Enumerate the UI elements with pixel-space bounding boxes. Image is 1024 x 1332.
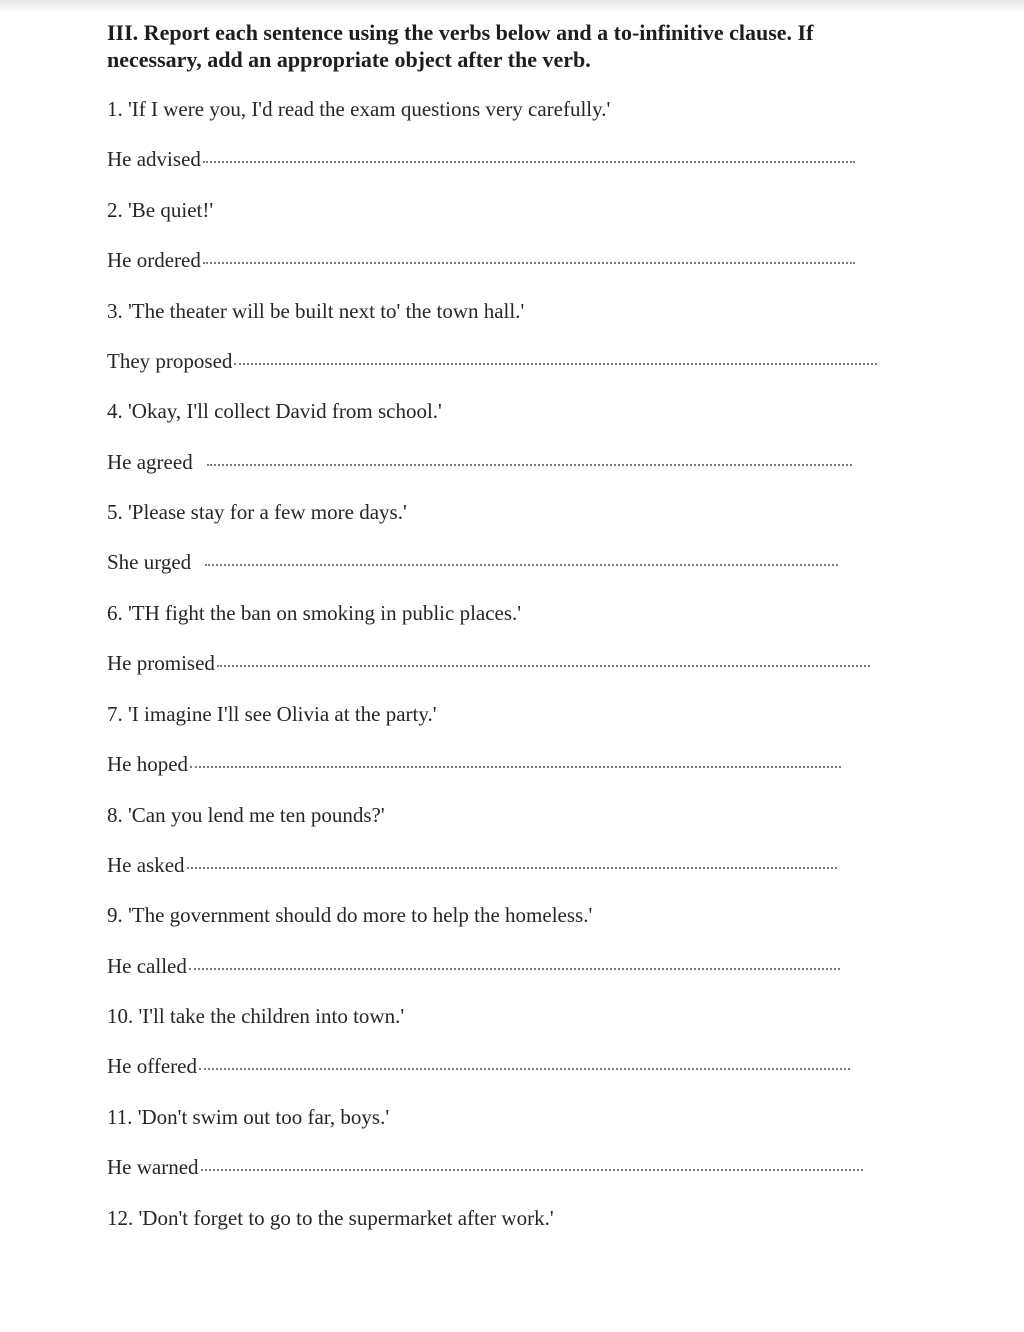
answer-line-10[interactable] <box>107 1052 850 1080</box>
exercise-heading: III. Report each sentence using the verbs below and a to-infinitive clause. If necessary, add an appropriate object after the verb. <box>107 20 814 72</box>
answer-prompt-3: They proposed <box>107 349 233 373</box>
answer-prompt-7: He hoped <box>107 752 189 776</box>
answer-prompt-1: He advised <box>107 147 201 171</box>
answer-blank-11[interactable] <box>201 1168 863 1171</box>
answer-blank-1[interactable] <box>203 160 855 163</box>
answer-line-9[interactable] <box>107 952 840 980</box>
answer-line-4[interactable] <box>107 448 852 476</box>
answer-prompt-2: He ordered <box>107 248 201 272</box>
sentence-4: 4. 'Okay, I'll collect David from school.' <box>107 399 442 423</box>
answer-line-11[interactable] <box>107 1153 863 1181</box>
answer-line-6[interactable] <box>107 649 870 677</box>
answer-prompt-11: He warned <box>107 1155 199 1179</box>
answer-blank-10[interactable] <box>199 1067 850 1070</box>
answer-line-2[interactable] <box>107 246 855 274</box>
sentence-3: 3. 'The theater will be built next to' the town hall.' <box>107 299 525 323</box>
sentence-9: 9. 'The government should do more to help the homeless.' <box>107 903 593 927</box>
answer-blank-5[interactable] <box>205 563 838 566</box>
sentence-7: 7. 'I imagine I'll see Olivia at the party.' <box>107 702 437 726</box>
answer-blank-4[interactable] <box>207 463 852 466</box>
sentence-12: 12. 'Don't forget to go to the supermarket after work.' <box>107 1206 554 1230</box>
sentence-11: 11. 'Don't swim out too far, boys.' <box>107 1105 390 1129</box>
answer-line-7[interactable] <box>107 750 841 778</box>
answer-prompt-9: He called <box>107 954 187 978</box>
sentence-8: 8. 'Can you lend me ten pounds?' <box>107 803 385 827</box>
answer-blank-6[interactable] <box>217 664 870 667</box>
answer-prompt-8: He asked <box>107 853 185 877</box>
sentence-2: 2. 'Be quiet!' <box>107 198 214 222</box>
answer-blank-3[interactable] <box>234 362 877 365</box>
sentence-10: 10. 'I'll take the children into town.' <box>107 1004 405 1028</box>
answer-prompt-6: He promised <box>107 651 215 675</box>
answer-line-5[interactable] <box>107 548 838 576</box>
answer-line-8[interactable] <box>107 851 837 879</box>
sentence-1: 1. 'If I were you, I'd read the exam questions very carefully.' <box>107 97 611 121</box>
answer-blank-9[interactable] <box>189 967 840 970</box>
answer-line-1[interactable] <box>107 145 855 173</box>
answer-blank-2[interactable] <box>203 261 855 264</box>
answer-blank-7[interactable] <box>190 765 841 768</box>
sentence-5: 5. 'Please stay for a few more days.' <box>107 500 407 524</box>
answer-blank-8[interactable] <box>187 866 837 869</box>
sentence-6: 6. 'TH fight the ban on smoking in public places.' <box>107 601 522 625</box>
answer-prompt-5: She urged <box>107 550 192 574</box>
answer-prompt-10: He offered <box>107 1054 197 1078</box>
answer-line-3[interactable] <box>107 347 877 375</box>
answer-prompt-4: He agreed <box>107 450 193 474</box>
top-shadow <box>0 0 1024 12</box>
